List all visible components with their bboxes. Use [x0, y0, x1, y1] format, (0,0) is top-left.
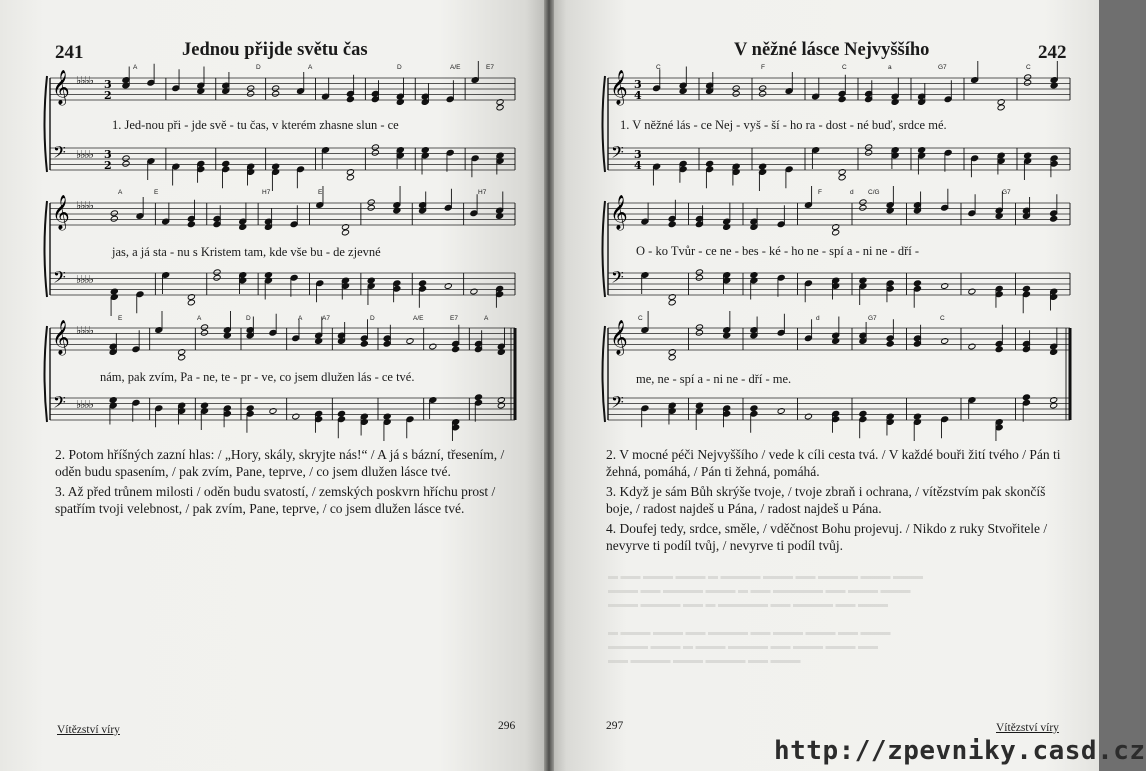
chord-symbol: a — [888, 64, 892, 71]
note-head — [272, 90, 280, 97]
treble-clef-icon: 𝄞 — [610, 70, 628, 105]
chord-symbol: H7 — [478, 189, 487, 196]
chord-symbol: D — [246, 315, 251, 322]
chord-symbol: d — [850, 189, 854, 196]
note-head — [865, 144, 873, 151]
note-head — [341, 229, 349, 236]
note-head — [1024, 74, 1032, 81]
note-head — [859, 199, 867, 206]
note-head — [247, 85, 255, 92]
time-signature: 4 — [634, 89, 642, 102]
note-head — [695, 269, 703, 276]
chord-symbol: C — [656, 64, 661, 71]
chord-symbol: G7 — [1002, 189, 1011, 196]
note-head — [346, 96, 354, 103]
note-head — [1024, 79, 1032, 86]
chord-symbol: C — [638, 315, 643, 322]
note-head — [110, 210, 118, 217]
chord-symbol: A — [298, 315, 303, 322]
chord-symbol: E7 — [450, 315, 458, 322]
lyric-line: O - ko Tvůr - ce ne - bes - ké - ho ne - spí a - ni ne - dří - — [636, 244, 920, 258]
note-head — [452, 346, 460, 353]
note-head — [222, 160, 230, 167]
chord-symbol: E — [318, 189, 323, 196]
note-head — [838, 96, 846, 103]
book-name: Vítězství víry — [57, 724, 120, 736]
time-signature: 3 — [634, 148, 642, 161]
time-signature: 2 — [104, 89, 112, 102]
time-signature: 2 — [104, 159, 112, 172]
note-head — [759, 85, 767, 92]
chord-symbol: D — [397, 64, 402, 71]
lyric-line: me, ne - spí a - ni ne - dří - me. — [636, 372, 792, 386]
note-head — [367, 204, 375, 211]
key-signature-flats: ♭♭♭♭ — [76, 273, 93, 286]
chord-symbol: A — [133, 64, 138, 71]
treble-clef-icon: 𝄞 — [52, 195, 70, 230]
lyric-line: 1. V něžné lás - ce Nej - vyš - ší - ho ra - dost - né buď, srdce mé. — [620, 118, 947, 132]
note-head — [187, 221, 195, 228]
note-head — [371, 149, 379, 156]
treble-clef-icon: 𝄞 — [52, 320, 70, 355]
treble-clef-icon: 𝄞 — [52, 70, 70, 105]
chord-symbol: G7 — [938, 64, 947, 71]
note-head — [337, 410, 345, 417]
time-signature: 3 — [104, 148, 112, 161]
bass-clef-icon: 𝄢 — [611, 392, 624, 416]
stanza: 2. V mocné péči Nejvyššího / vede k cíli cesta tvá. / V každé bouři žití tvého / Pán ti žehná, pomáhá, / Pán ti žehná, pomáhá. — [606, 447, 1061, 479]
chord-symbol: A — [484, 315, 489, 322]
chord-symbol: d — [816, 315, 820, 322]
note-head — [496, 104, 504, 111]
bass-clef-icon: 𝄢 — [53, 142, 66, 166]
note-head — [1050, 215, 1058, 222]
right-page — [550, 0, 1146, 771]
chord-symbol: A/E — [413, 315, 424, 322]
hymn-title: V něžné lásce Nejvyššího — [734, 40, 930, 60]
note-head — [178, 354, 186, 361]
note-head — [695, 324, 703, 331]
system-brace — [45, 76, 48, 172]
lyric-line: 1. Jed-nou při - jde svě - tu čas, v kterém zhasne slun - ce — [112, 118, 399, 132]
note-head — [865, 149, 873, 156]
key-signature-flats: ♭♭♭♭ — [76, 148, 93, 161]
time-signature: 3 — [634, 78, 642, 91]
time-signature: 3 — [104, 78, 112, 91]
stanza: 4. Doufej tedy, srdce, směle, / vděčnost Bohu projevuj. / Nikdo z ruky Stvořitele / nevyrve ti podíl tvůj, / nevyrve ti podíl tvůj. — [606, 521, 1048, 553]
key-signature-flats: ♭♭♭♭ — [76, 74, 93, 87]
treble-clef-icon: 𝄞 — [610, 195, 628, 230]
note-head — [110, 215, 118, 222]
source-url-watermark: http://zpevniky.casd.cz — [774, 736, 1146, 766]
note-head — [272, 85, 280, 92]
chord-symbol: A — [308, 64, 313, 71]
note-head — [732, 85, 740, 92]
note-head — [1022, 285, 1030, 292]
note-head — [200, 324, 208, 331]
note-head — [371, 144, 379, 151]
page-number: 297 — [606, 720, 624, 732]
bass-clef-icon: 𝄢 — [53, 392, 66, 416]
key-signature-flats: ♭♭♭♭ — [76, 324, 93, 337]
lyric-line: jas, a já sta - nu s Kristem tam, kde vše bu - de zjevné — [112, 245, 381, 259]
system-brace — [603, 326, 606, 422]
chord-symbol: C — [1026, 64, 1031, 71]
note-head — [668, 221, 676, 228]
note-head — [187, 299, 195, 306]
chord-symbol: F — [761, 64, 765, 71]
note-head — [367, 199, 375, 206]
note-head — [200, 329, 208, 336]
note-head — [886, 340, 894, 347]
system-brace — [603, 76, 606, 172]
note-head — [346, 174, 354, 181]
book-spine — [544, 0, 554, 771]
note-head — [213, 269, 221, 276]
hymn-number: 241 — [55, 42, 84, 63]
note-head — [732, 90, 740, 97]
note-head — [995, 346, 1003, 353]
page-number: 296 — [498, 720, 516, 732]
chord-symbol: C/G — [868, 189, 880, 196]
chord-symbol: E — [118, 315, 123, 322]
hymn-number: 242 — [1038, 42, 1067, 63]
chord-symbol: F — [818, 189, 822, 196]
note-head — [913, 280, 921, 287]
chord-symbol: A — [197, 315, 202, 322]
note-head — [750, 405, 758, 412]
chord-symbol: E — [154, 189, 159, 196]
chord-symbol: A — [118, 189, 123, 196]
key-signature-flats: ♭♭♭♭ — [76, 398, 93, 411]
lyric-line: nám, pak zvím, Pa - ne, te - pr - ve, co jsem dlužen lás - ce tvé. — [100, 370, 415, 384]
note-head — [668, 354, 676, 361]
chord-symbol: H7 — [262, 189, 271, 196]
bleed-through: ▬ ▬▬ ▬▬▬ ▬▬▬ ▬ ▬▬▬▬ ▬▬▬ ▬▬ ▬▬▬▬ ▬▬▬ ▬▬▬ ▬▬▬ ▬▬ ▬▬▬▬ ▬▬▬ ▬ ▬▬ ▬▬▬▬▬ ▬▬ ▬▬▬ ▬▬▬ ▬▬▬ ▬▬▬▬ ▬▬ ▬ ▬▬▬▬▬ ▬▬ ▬▬▬▬ ▬▬ ▬▬▬ ▬ ▬▬▬ ▬▬▬ ▬▬ ▬▬▬▬ ▬▬ ▬▬▬ ▬▬▬ ▬▬ ▬▬▬ ▬▬▬▬ ▬▬▬ ▬ ▬▬▬ ▬▬▬▬ ▬▬ ▬▬▬ ▬▬▬ ▬▬ ▬▬ ▬▬▬▬ ▬▬▬ ▬▬▬▬ ▬▬ ▬▬▬ — [608, 571, 923, 666]
hymn-title: Jednou přijde světu čas — [182, 40, 368, 60]
note-head — [832, 229, 840, 236]
system-brace — [603, 201, 606, 297]
note-head — [997, 104, 1005, 111]
note-head — [838, 174, 846, 181]
note-head — [474, 394, 482, 401]
system-brace — [45, 201, 48, 297]
note-head — [859, 410, 867, 417]
note-head — [360, 340, 368, 347]
time-signature: 4 — [634, 159, 642, 172]
stanzas — [55, 446, 517, 520]
note-head — [859, 204, 867, 211]
note-head — [213, 274, 221, 281]
chord-symbol: G7 — [868, 315, 877, 322]
key-signature-flats: ♭♭♭♭ — [76, 199, 93, 212]
system-brace — [45, 326, 48, 422]
treble-clef-icon: 𝄞 — [610, 320, 628, 355]
bass-clef-icon: 𝄢 — [53, 267, 66, 291]
stanza: 3. Až před trůnem milosti / oděn budu svatostí, / zemských poskvrn hříchu prost / spatřím tvoji velebnost, / pak zvím, Pane, teprve, / co jsem dlužen lásce tvé. — [55, 484, 496, 516]
note-head — [246, 405, 254, 412]
note-head — [247, 90, 255, 97]
musical-score — [550, 0, 1099, 440]
stanzas — [606, 446, 1066, 557]
note-head — [668, 299, 676, 306]
note-head — [695, 274, 703, 281]
note-head — [419, 280, 427, 287]
note-head — [759, 90, 767, 97]
chord-symbol: E7 — [486, 64, 494, 71]
left-page — [0, 0, 548, 771]
bass-clef-icon: 𝄢 — [611, 267, 624, 291]
note-head — [695, 329, 703, 336]
chord-symbol: D — [370, 315, 375, 322]
note-head — [122, 160, 130, 167]
note-head — [122, 155, 130, 162]
stanza: 2. Potom hříšných zazní hlas: / „Hory, skály, skryjte nás!“ / A já s bázní, třesením, / oděn budu spasením, / pak zvím, Pane, teprve, / co jsem dlužen lásce tvé. — [55, 447, 505, 479]
bass-clef-icon: 𝄢 — [611, 142, 624, 166]
note-head — [1022, 394, 1030, 401]
note-head — [706, 160, 714, 167]
chord-symbol: C — [842, 64, 847, 71]
chord-symbol: A/E — [450, 64, 461, 71]
book-name: Vítězství víry — [996, 722, 1059, 734]
chord-symbol: D — [256, 64, 261, 71]
chord-symbol: C — [940, 315, 945, 322]
stanza: 3. Když je sám Bůh skrýše tvoje, / tvoje zbraň i ochrana, / vítězstvím pak skončíš boje, / radost najdeš u Pána, / radost najdeš u Pána. — [606, 484, 1046, 516]
chord-symbol: A7 — [322, 315, 330, 322]
